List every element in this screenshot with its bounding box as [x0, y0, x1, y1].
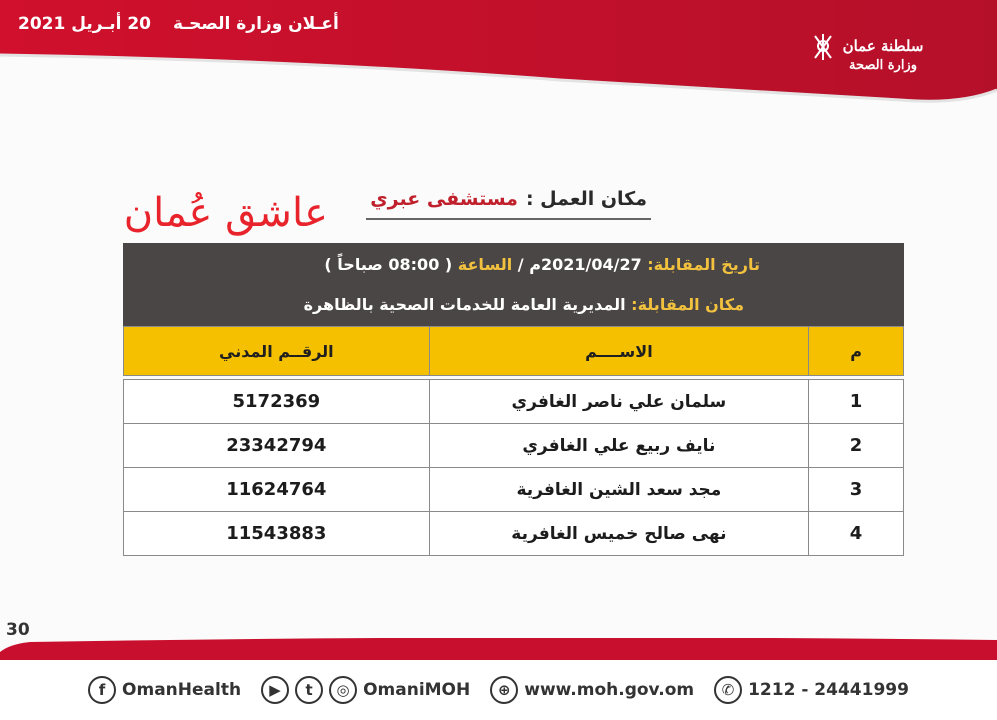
row-no: 1 [809, 380, 904, 424]
logo-text [813, 36, 953, 76]
header-date: 20 أبـريل 2021 [18, 14, 151, 34]
table-row [124, 512, 904, 556]
row-name: مجد سعد الشين الغافرية [429, 468, 808, 512]
row-id: 5172369 [124, 380, 430, 424]
page-number: 30 [6, 620, 30, 640]
row-name: نهى صالح خميس الغافرية [429, 512, 808, 556]
row-id: 23342794 [124, 424, 430, 468]
row-id: 11543883 [124, 512, 430, 556]
interview-place-label: مكان المقابلة: [631, 295, 744, 314]
footer-website[interactable] [490, 676, 694, 704]
interview-separator: / [517, 255, 524, 274]
table-row [124, 468, 904, 512]
workplace-value: مستشفى عبري [370, 188, 518, 210]
row-id: 11624764 [124, 468, 430, 512]
footer-social-text: OmaniMOH [363, 680, 471, 700]
table-header-row [124, 327, 904, 376]
footer-website-text: www.moh.gov.om [524, 680, 695, 700]
footer-bar [0, 660, 997, 720]
row-no: 4 [809, 512, 904, 556]
row-no: 2 [809, 424, 904, 468]
row-no: 3 [809, 468, 904, 512]
footer-facebook-text: OmanHealth [122, 680, 242, 700]
table-row [124, 380, 904, 424]
footer-phone-text: 1212 - 24441999 [748, 680, 909, 700]
candidates-table [123, 326, 904, 556]
row-name: سلمان علي ناصر الغافري [429, 380, 808, 424]
facebook-icon: f [88, 676, 116, 704]
twitter-icon: t [295, 676, 323, 704]
column-header-no: م [809, 327, 904, 376]
instagram-icon: ◎ [329, 676, 357, 704]
footer-social[interactable] [261, 676, 470, 704]
watermark-text: عاشق عُمان [123, 190, 328, 236]
header-title [18, 14, 339, 40]
web-icon: ⊕ [490, 676, 518, 704]
row-name: نايف ربيع علي الغافري [429, 424, 808, 468]
interview-place-value: المديرية العامة للخدمات الصحية بالظاهرة [303, 295, 626, 314]
table-row [124, 424, 904, 468]
logo-line1: سلطنة عمان [842, 37, 924, 55]
footer-phone[interactable] [714, 676, 909, 704]
interview-date-label: تاريخ المقابلة: [647, 255, 760, 274]
interview-info-box [123, 243, 904, 326]
header-title-text: أعـلان وزارة الصحـة [173, 14, 339, 34]
youtube-icon: ▶ [261, 676, 289, 704]
workplace-label: مكان العمل : [525, 188, 647, 210]
interview-place-row [304, 295, 744, 314]
interview-date-value: 2021/04/27م [529, 255, 642, 274]
interview-time-value: ( 08:00 صباحاً ) [324, 255, 453, 274]
phone-icon: ✆ [714, 676, 742, 704]
workplace-heading [366, 180, 651, 220]
interview-date-row [324, 255, 760, 274]
ministry-logo [783, 14, 973, 104]
footer-facebook[interactable] [88, 676, 241, 704]
interview-time-label: الساعة [457, 255, 513, 274]
column-header-id: الرقــم المدني [124, 327, 430, 376]
column-header-name: الاســــم [429, 327, 808, 376]
logo-line2: وزارة الصحة [849, 58, 917, 73]
